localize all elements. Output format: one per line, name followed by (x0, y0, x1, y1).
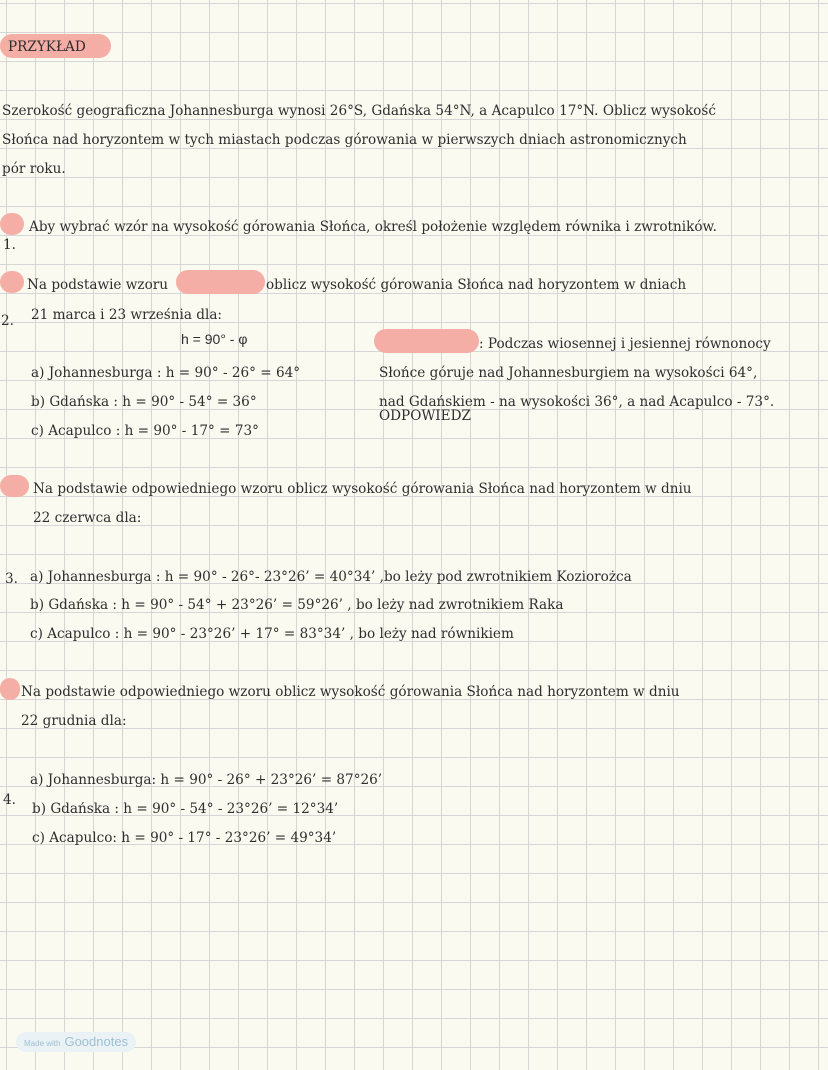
intro-line-2: Słońca nad horyzontem w tych miastach podczas górowania w pierwszych dniach astronomicznych (2, 132, 687, 148)
step2-text-after: oblicz wysokość górowania Słońca nad horyzontem w dniach (266, 277, 687, 293)
step1-number: 1. (3, 237, 16, 253)
step2-line-2: 21 marca i 23 września dla: (31, 307, 223, 323)
step3-text: Na podstawie odpowiedniego wzoru oblicz wysokość górowania Słońca nad horyzontem w dniu (33, 481, 692, 497)
step4-number-highlight (0, 678, 20, 700)
answer-line-2: Słońce góruje nad Johannesburgiem na wysokości 64°, (379, 365, 758, 381)
step2-text-before: Na podstawie wzoru (27, 277, 169, 293)
step3-number: 3. (5, 571, 18, 587)
step3-answer-a: a) Johannesburga : h = 90° - 26°- 23°26’ = 40°34’ ,bo leży pod zwrotnikiem Koziorożca (30, 569, 632, 585)
step3-line-2: 22 czerwca dla: (33, 510, 142, 526)
answer-line-1: : Podczas wiosennej i jesiennej równonocy (479, 336, 771, 352)
intro-line-1: Szerokość geograficzna Johannesburga wynosi 26°S, Gdańska 54°N, a Acapulco 17°N. Oblicz wysokość (2, 103, 716, 119)
step2-number-highlight (0, 271, 24, 293)
step2-number: 2. (1, 313, 14, 329)
step2-formula-highlight (176, 270, 265, 294)
step1-number-highlight (0, 213, 24, 235)
step2-answer-b: b) Gdańska : h = 90° - 54° = 36° (31, 394, 257, 410)
step4-answer-a: a) Johannesburga: h = 90° - 26° + 23°26’ = 87°26’ (30, 772, 383, 788)
step4-number: 4. (3, 792, 16, 808)
step4-answer-c: c) Acapulco: h = 90° - 17° - 23°26’ = 49°34’ (32, 830, 337, 846)
step4-line-2: 22 grudnia dla: (21, 713, 127, 729)
step2-answer-a: a) Johannesburga : h = 90° - 26° = 64° (31, 365, 301, 381)
goodnotes-brand: Goodnotes (64, 1034, 129, 1049)
step2-formula: h = 90° - φ (181, 331, 248, 347)
goodnotes-badge (16, 1032, 136, 1052)
made-with-label: Made with (24, 1039, 61, 1048)
answer-line-3: nad Gdańskiem - na wysokości 36°, a nad Acapulco - 73°. (379, 394, 775, 410)
step4-text: Na podstawie odpowiedniego wzoru oblicz wysokość górowania Słońca nad horyzontem w dniu (21, 684, 680, 700)
step1-text: Aby wybrać wzór na wysokość górowania Słońca, określ położenie względem równika i zwrotników. (29, 219, 717, 235)
step3-number-highlight (0, 475, 29, 497)
answer-label: ODPOWIEDZ (379, 408, 471, 424)
step3-answer-c: c) Acapulco : h = 90° - 23°26’ + 17° = 83°34’ , bo leży nad równikiem (30, 626, 514, 642)
step4-answer-b: b) Gdańska : h = 90° - 54° - 23°26’ = 12°34’ (32, 801, 339, 817)
step3-answer-b: b) Gdańska : h = 90° - 54° + 23°26’ = 59°26’ , bo leży nad zwrotnikiem Raka (30, 597, 564, 613)
page-title: PRZYKŁAD (8, 39, 86, 55)
step2-answer-c: c) Acapulco : h = 90° - 17° = 73° (31, 423, 259, 439)
intro-line-3: pór roku. (2, 161, 66, 177)
